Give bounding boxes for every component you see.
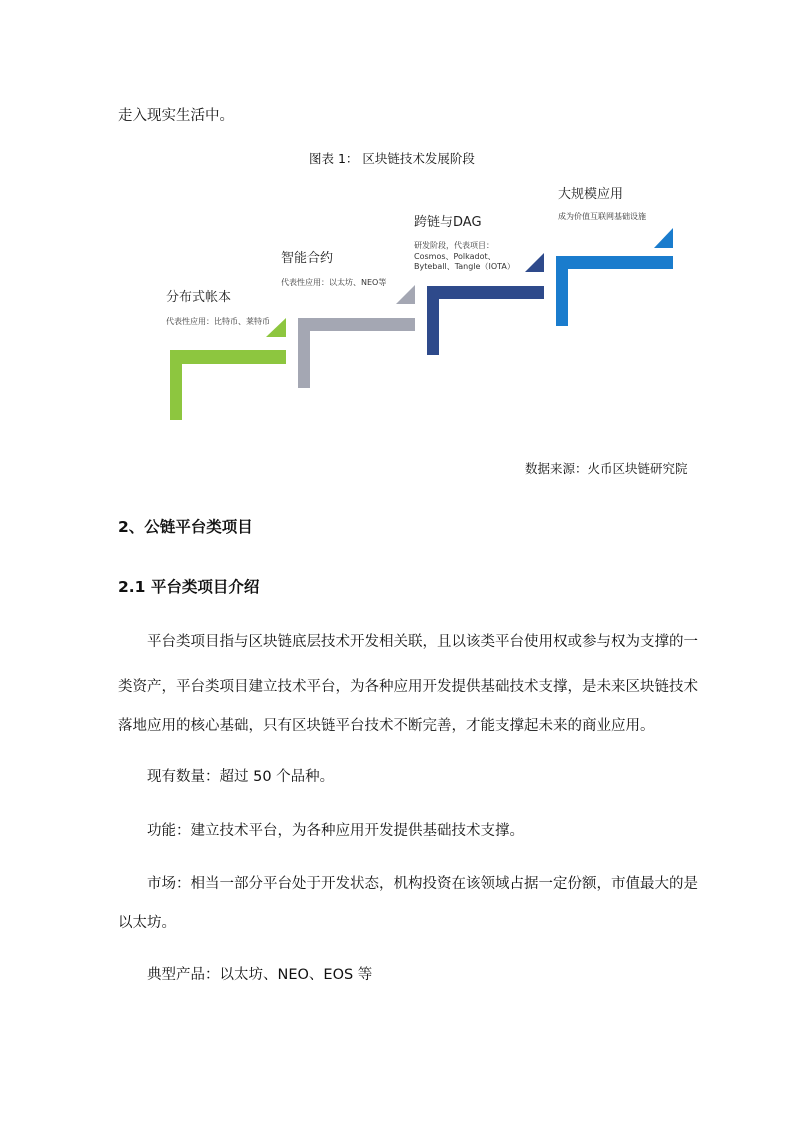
- market-line-1: 市场：相当一部分平台处于开发状态，机构投资在该领域占据一定份额，市值最大的是: [147, 876, 698, 892]
- stage-1-step: [170, 350, 286, 420]
- para-line-2: 类资产，平台类项目建立技术平台，为各种应用开发提供基础技术支撑，是未来区块链技术: [118, 679, 698, 695]
- section-2-heading: 2、公链平台类项目: [118, 518, 253, 536]
- stage-3-desc: 研发阶段，代表项目： Cosmos、Polkadot、 Byteball、Tangle（IOTA）: [414, 241, 515, 271]
- figure-source: 数据来源：火币区块链研究院: [525, 461, 688, 476]
- stage-2-desc: 代表性应用：以太坊、NEO等: [281, 278, 387, 287]
- stage-3-arrow-tip: [525, 253, 544, 272]
- stage-3-title: 跨链与DAG: [414, 215, 482, 230]
- figure-caption: 图表 1： 区块链技术发展阶段: [309, 151, 475, 166]
- quantity-text: 现有数量：超过 50 个品种。: [147, 769, 335, 785]
- stage-4-step: [556, 256, 673, 326]
- market-line-2: 以太坊。: [118, 915, 176, 931]
- stage-4-title: 大规模应用: [558, 187, 624, 202]
- para-line-1: 平台类项目指与区块链底层技术开发相关联，且以该类平台使用权或参与权为支撑的一: [147, 634, 698, 650]
- stage-2-title: 智能合约: [281, 251, 334, 266]
- stage-3-step: [427, 286, 544, 355]
- stage-1-desc: 代表性应用：比特币、莱特币: [166, 317, 270, 326]
- stage-1-title: 分布式帐本: [166, 290, 232, 305]
- products-text: 典型产品：以太坊、NEO、EOS 等: [147, 967, 373, 983]
- stage-4-arrow-tip: [654, 228, 673, 248]
- stage-2-arrow-tip: [396, 285, 415, 304]
- stage-2-step: [298, 318, 415, 388]
- section-2-1-heading: 2.1 平台类项目介绍: [118, 578, 260, 596]
- function-text: 功能：建立技术平台，为各种应用开发提供基础技术支撑。: [147, 823, 524, 839]
- intro-tail-text: 走入现实生活中。: [118, 108, 234, 124]
- stage-4-desc: 成为价值互联网基础设施: [558, 212, 646, 221]
- para-line-3: 落地应用的核心基础，只有区块链平台技术不断完善，才能支撑起未来的商业应用。: [118, 718, 655, 734]
